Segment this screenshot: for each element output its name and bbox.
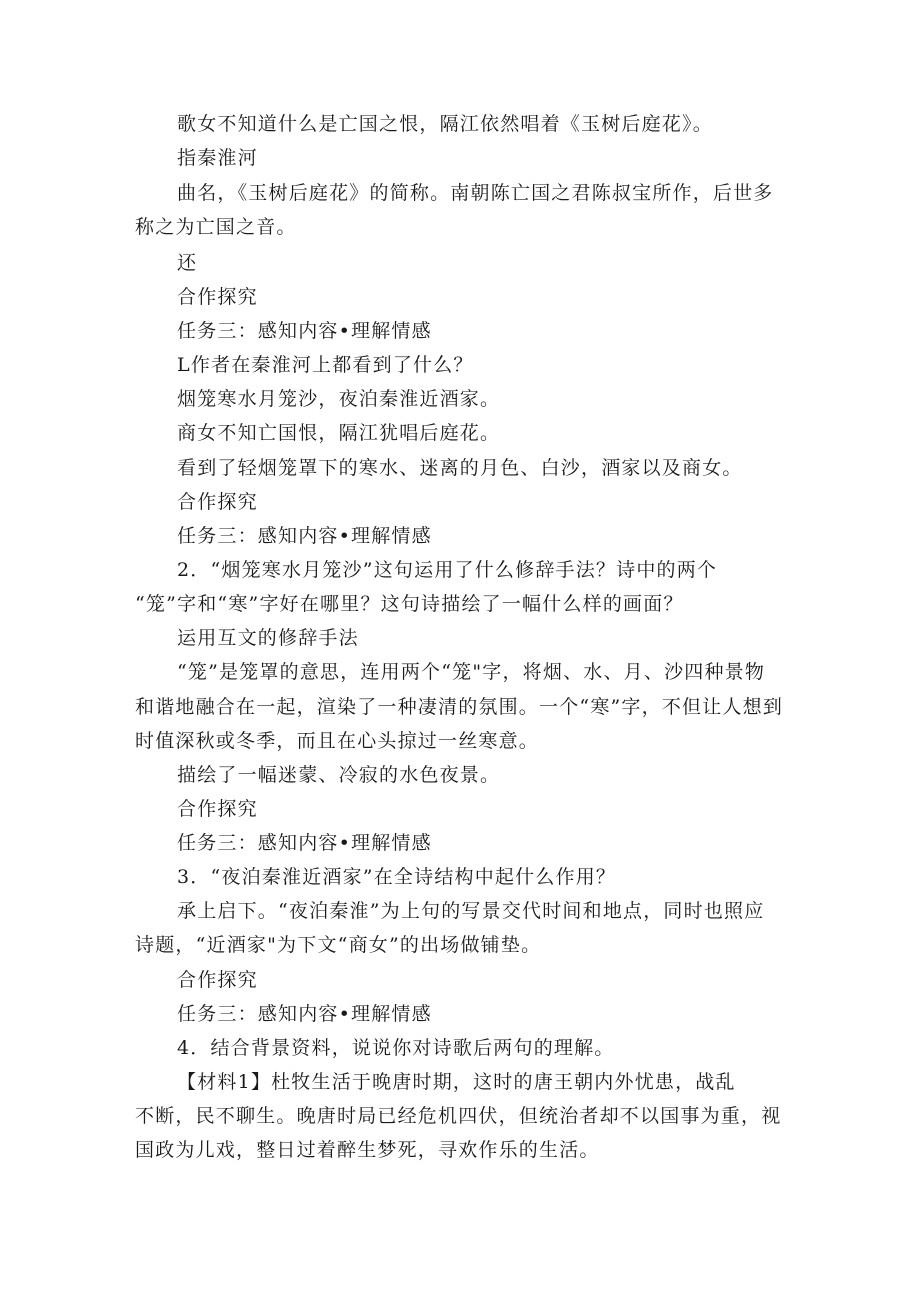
text-line: 运用互文的修辞手法	[177, 627, 359, 649]
text-line: 承上启下。“夜泊秦淮”为上句的写景交代时间和地点，同时也照应	[177, 900, 765, 922]
question-line: 3．“夜泊秦淮近酒家”在全诗结构中起什么作用？	[177, 866, 617, 888]
question-line: L作者在秦淮河上都看到了什么？	[177, 354, 474, 376]
task-heading: 任务三：感知内容•理解情感	[177, 525, 432, 547]
poem-line: 烟笼寒水月笼沙，夜泊秦淮近酒家。	[177, 388, 501, 410]
material-line: 不断，民不聊生。晚唐时局已经危机四伏，但统治者却不以国事为重，视	[135, 1105, 782, 1127]
task-heading: 任务三：感知内容•理解情感	[177, 832, 432, 854]
question-line: “笼”字和“寒”字好在哪里？这句诗描绘了一幅什么样的画面？	[135, 593, 684, 615]
section-heading: 合作探究	[177, 798, 258, 820]
text-line: 时值深秋或冬季，而且在心头掠过一丝寒意。	[135, 730, 540, 752]
text-line: 看到了轻烟笼罩下的寒水、迷离的月色、白沙，酒家以及商女。	[177, 457, 743, 479]
section-heading: 合作探究	[177, 286, 258, 308]
text-line: 曲名，《玉树后庭花》的简称。南朝陈亡国之君陈叔宝所作，后世多	[177, 182, 774, 204]
text-line: 指秦淮河	[177, 147, 258, 169]
text-line: “笼”是笼罩的意思，连用两个“笼"字，将烟、水、月、沙四种景物	[177, 661, 766, 683]
task-heading: 任务三：感知内容•理解情感	[177, 1003, 432, 1025]
text-line: 和谐地融合在一起，渲染了一种凄清的氛围。一个“寒”字，不但让人想到	[135, 696, 784, 718]
question-line: 2．“烟笼寒水月笼沙”这句运用了什么修辞手法？诗中的两个	[177, 559, 718, 581]
section-heading: 合作探究	[177, 969, 258, 991]
task-heading: 任务三：感知内容•理解情感	[177, 320, 432, 342]
section-heading: 合作探究	[177, 491, 258, 513]
material-line: 【材料1】杜牧生活于晚唐时期，这时的唐王朝内外忧患，战乱	[177, 1071, 736, 1093]
text-line: 称之为亡国之音。	[135, 216, 297, 238]
text-line: 描绘了一幅迷蒙、冷寂的水色夜景。	[177, 764, 501, 786]
text-line: 还	[177, 252, 198, 274]
text-line: 诗题，“近酒家"为下文“商女”的出场做铺垫。	[135, 934, 542, 956]
poem-line: 商女不知亡国恨，隔江犹唱后庭花。	[177, 422, 501, 444]
material-line: 国政为儿戏，整日过着醉生梦死，寻欢作乐的生活。	[135, 1139, 600, 1161]
question-line: 4．结合背景资料，说说你对诗歌后两句的理解。	[177, 1037, 615, 1059]
text-line: 歌女不知道什么是亡国之恨，隔江依然唱着《玉树后庭花》。	[177, 113, 713, 135]
